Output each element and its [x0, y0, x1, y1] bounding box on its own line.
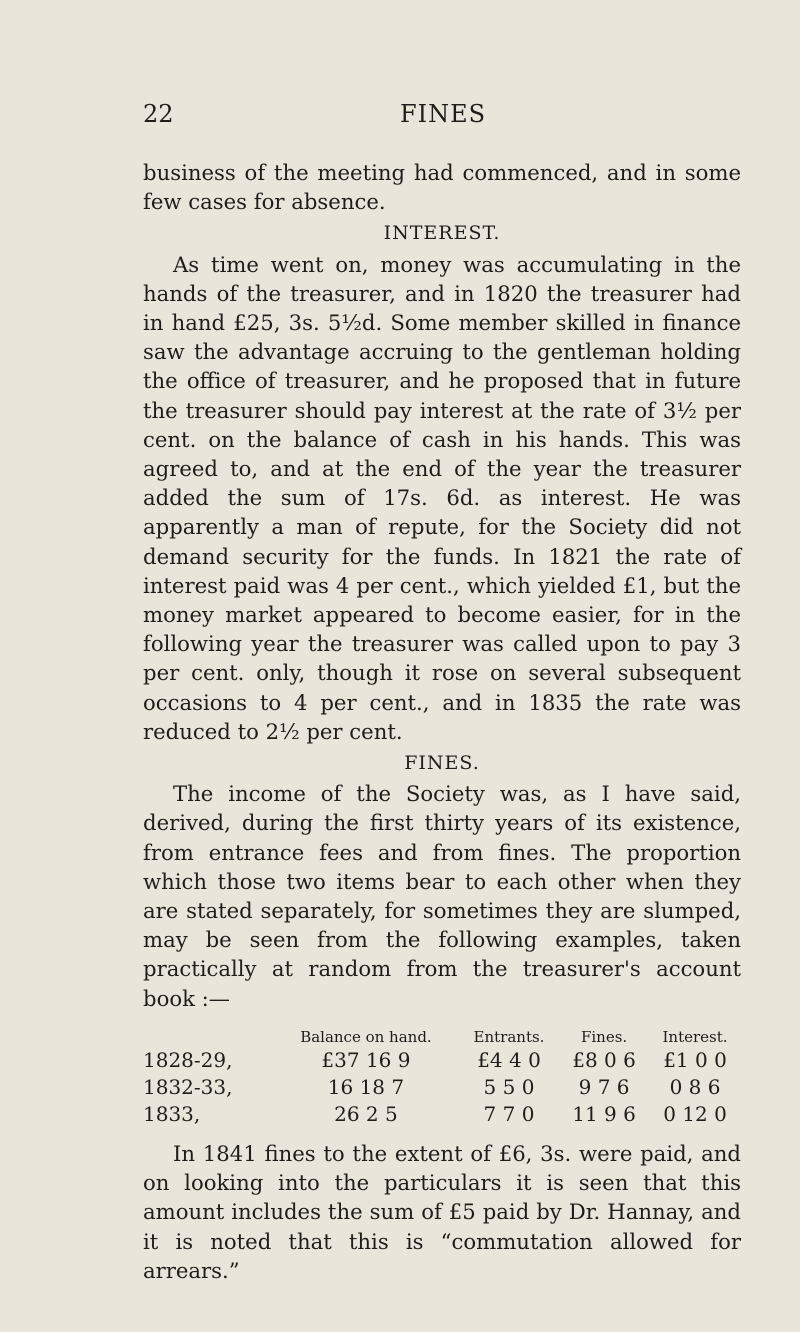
- paragraph-interest: As time went on, money was accumulating in the hands of the treasurer, and in 1820 the treasurer had in hand £25, 3s. 5½d. Some member skilled in finance saw the advantage accruing to the gentleman holding the office of treasurer, and he proposed that in future the treasurer should pay interest at the rate of 3½ per cent. on the balance of cash in his hands. This was agreed to, and at the end of the year the treasurer added the sum of 17s. 6d. as interest. He was apparently a man of repute, for the Society did not demand security for the funds. In 1821 the rate of interest paid was 4 per cent., which yielded £1, but the money market appeared to become easier, for in the following year the treasurer was called upon to pay 3 per cent. only, though it rose on several subsequent occasions to 4 per cent., and in 1835 the rate was reduced to 2½ per cent.: [143, 251, 741, 744]
- ledger-balance: 26 2 5: [334, 1101, 398, 1126]
- paragraph-continuation: business of the meeting had commenced, and in some few cases for absence.: [143, 160, 741, 215]
- paragraph-1841: In 1841 fines to the extent of £6, 3s. were paid, and on looking into the particulars it is seen that this amount includes the sum of £5 paid by Dr. Hannay, and it is noted that this is “commutation allowed for arrears.”: [143, 1140, 741, 1283]
- table-row: [143, 1074, 741, 1101]
- running-title: FINES: [399, 100, 487, 128]
- ledger-year: 1832-33,: [143, 1074, 233, 1099]
- ledger-interest: £1 0 0: [663, 1047, 727, 1072]
- heading-interest: INTEREST.: [383, 222, 501, 245]
- ledger-header-interest: Interest.: [662, 1027, 728, 1046]
- ledger-entrants: 7 7 0: [483, 1101, 535, 1126]
- table-row: [143, 1047, 741, 1074]
- paragraph-fines: The income of the Society was, as I have said, derived, during the first thirty years of its existence, from entrance fees and from fines. The proportion which those two items bear to each other when they are stated separately, for sometimes they are slumped, may be seen from the following examples, taken practically at random from the treasurer's account book :—: [143, 781, 741, 1011]
- ledger-table: [143, 1027, 741, 1128]
- ledger-fines: 11 9 6: [572, 1101, 636, 1126]
- ledger-entrants: 5 5 0: [483, 1074, 535, 1099]
- ledger-balance: £37 16 9: [321, 1047, 411, 1072]
- ledger-header-entrants: Entrants.: [473, 1027, 545, 1046]
- ledger-header-balance: Balance on hand.: [300, 1027, 432, 1046]
- ledger-balance: 16 18 7: [327, 1074, 405, 1099]
- page-header: [143, 100, 743, 140]
- ledger-interest: 0 8 6: [669, 1074, 721, 1099]
- page-body: [143, 158, 741, 1285]
- ledger-header-row: [143, 1027, 741, 1047]
- ledger-header-year: [143, 1027, 273, 1047]
- ledger-fines: 9 7 6: [578, 1074, 630, 1099]
- page-number: 22: [143, 100, 174, 128]
- ledger-year: 1833,: [143, 1101, 201, 1126]
- ledger-header-fines: Fines.: [580, 1027, 628, 1046]
- heading-fines: FINES.: [404, 752, 480, 775]
- ledger-entrants: £4 4 0: [477, 1047, 541, 1072]
- ledger-interest: 0 12 0: [663, 1101, 727, 1126]
- ledger-year: 1828-29,: [143, 1047, 233, 1072]
- ledger-fines: £8 0 6: [572, 1047, 636, 1072]
- table-row: [143, 1101, 741, 1128]
